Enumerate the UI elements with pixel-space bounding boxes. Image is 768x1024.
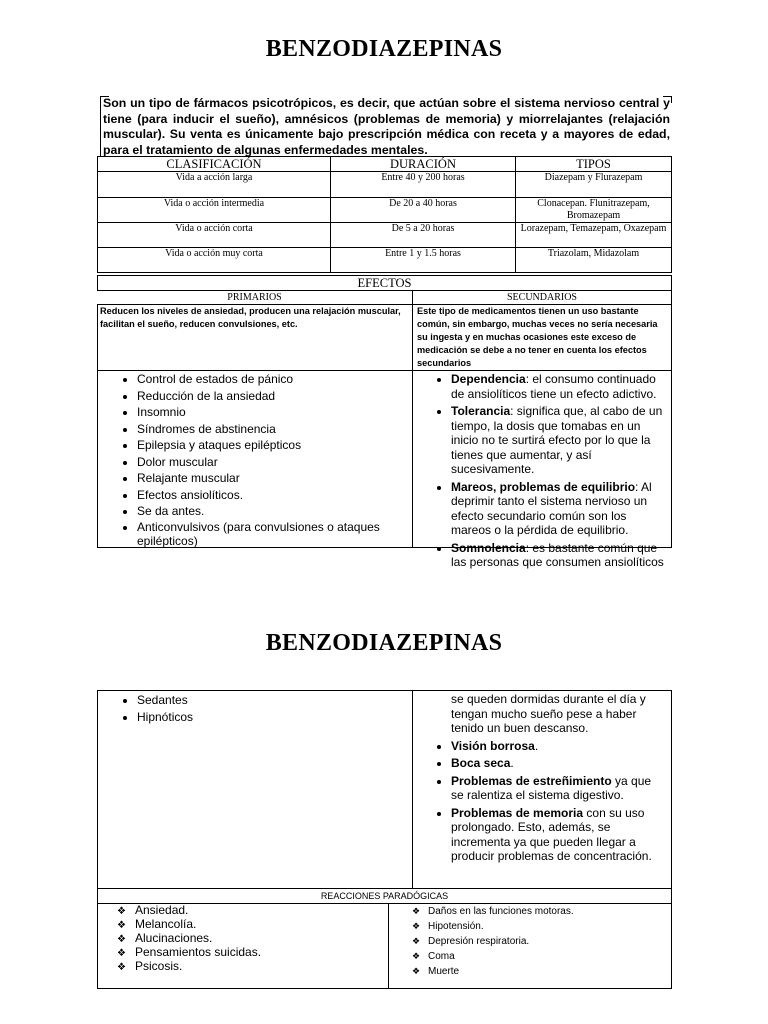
list-item bbox=[451, 541, 667, 570]
effect-text: : Al deprimir tanto el sistema nervioso un efecto secundario común son los mareos o la pérdida de equilibrio. bbox=[451, 479, 652, 537]
list-item: ❖ Ansiedad. bbox=[137, 904, 388, 918]
reacciones-right-cell bbox=[389, 904, 671, 988]
effect-text: . bbox=[534, 738, 539, 753]
table-cell: Entre 1 y 1.5 horas bbox=[331, 248, 516, 273]
table-header-row bbox=[98, 157, 672, 172]
list-item: • Reducción de la ansiedad bbox=[137, 388, 412, 405]
header-tipos: TIPOS bbox=[516, 157, 672, 172]
reacciones-heading: REACCIONES PARADÓGICAS bbox=[97, 888, 672, 904]
table-cell: Entre 40 y 200 horas bbox=[331, 172, 516, 198]
list-item: • Epilepsia y ataques epilépticos bbox=[137, 437, 412, 454]
effect-text: : significa que, al cabo de un tiempo, la dosis que tomabas en un inicio no te surtirá efecto por lo que la tienes que aumentar, y así sucesivamente. bbox=[451, 404, 663, 476]
primarios-list bbox=[97, 692, 412, 725]
effect-text: con su uso prolongado. Esto, además, se incrementa ya que pueden llegar a producir problemas de concentración. bbox=[451, 805, 652, 863]
effect-term: Somnolencia bbox=[451, 540, 526, 555]
table-row bbox=[98, 223, 672, 248]
effect-term: Visión borrosa bbox=[451, 738, 535, 753]
list-item: ❖ Daños en las funciones motoras. bbox=[429, 904, 671, 919]
effect-text: ya que se ralentiza el sistema digestivo. bbox=[451, 773, 652, 802]
page-title: BENZODIAZEPINAS bbox=[265, 36, 503, 62]
list-item bbox=[451, 372, 667, 401]
effect-term: Mareos, problemas de equilibrio bbox=[451, 479, 636, 494]
primarios-description bbox=[97, 304, 412, 370]
primarios-list bbox=[97, 371, 412, 548]
list-item bbox=[451, 756, 667, 771]
list-item: • Síndromes de abstinencia bbox=[137, 421, 412, 438]
table-cell: Vida a acción larga bbox=[98, 172, 331, 198]
table-row bbox=[98, 248, 672, 273]
list-item: ❖ Psicosis. bbox=[137, 960, 388, 974]
table-cell: Lorazepam, Temazepam, Oxazepam bbox=[516, 223, 672, 248]
list-item bbox=[451, 404, 667, 477]
list-item: ❖ Coma bbox=[429, 949, 671, 964]
secundarios-list bbox=[413, 739, 671, 864]
secundarios-description: Este tipo de medicamentos tienen un uso bastante común, sin embargo, muchas veces no sería necesaria su ingesta y en muchas ocasiones este exceso de medicación se debe a no tener en cuenta los efectos secundarios bbox=[412, 304, 672, 370]
secundarios-list-cell bbox=[413, 372, 671, 569]
table-cell: Vida o acción corta bbox=[98, 223, 331, 248]
list-item: ❖ Depresión respiratoria. bbox=[429, 934, 671, 949]
effect-term: Problemas de estreñimiento bbox=[451, 773, 612, 788]
list-item: • Anticonvulsivos (para convulsiones o ataques epilépticos) bbox=[137, 520, 412, 548]
primarios-description-bold: reducen convulsiones, etc. bbox=[179, 319, 298, 329]
reacciones-right-list bbox=[389, 904, 671, 979]
primarios-list-cell bbox=[97, 371, 412, 547]
secundarios-continuation: se queden dormidas durante el día y tengan mucho sueño pese a haber tenido un buen descanso. bbox=[451, 692, 646, 735]
intro-paragraph: Son un tipo de fármacos psicotrópicos, es decir, que actúan sobre el sistema nervioso central y tiene (para inducir el sueño), amnésicos (problemas de memoria) y miorrelajantes (relajación muscular). Su venta es únicamente bajo prescripción médica con receta y a mayores de edad, para el tratamiento de algunas enfermedades mentales. bbox=[100, 96, 672, 156]
table-cell: De 20 a 40 horas bbox=[331, 198, 516, 223]
effect-text: . bbox=[510, 756, 514, 770]
list-item: ❖ Melancolía. bbox=[137, 918, 388, 932]
reacciones-left-cell bbox=[97, 904, 388, 988]
list-item bbox=[451, 774, 667, 803]
table-cell: Diazepam y Flurazepam bbox=[516, 172, 672, 198]
secundarios-list bbox=[413, 372, 671, 570]
reacciones-left-list bbox=[117, 904, 388, 974]
table-cell: Vida o acción intermedia bbox=[98, 198, 331, 223]
table-cell: Clonacepan. Flunitrazepam, Bromazepam bbox=[516, 198, 672, 223]
list-item bbox=[451, 806, 667, 864]
table-row bbox=[98, 198, 672, 223]
secundarios-label: SECUNDARIOS bbox=[412, 290, 672, 304]
primarios-description-text: Reducen los niveles de ansiedad, producen una relajación muscular, facilitan el sueño, bbox=[100, 306, 401, 329]
effect-term: Boca seca bbox=[451, 756, 511, 770]
list-item: • Hipnóticos bbox=[137, 709, 412, 726]
table-cell: De 5 a 20 horas bbox=[331, 223, 516, 248]
effect-term: Tolerancia bbox=[451, 404, 511, 418]
primarios-list-cell bbox=[97, 692, 412, 882]
list-item: • Se da antes. bbox=[137, 503, 412, 520]
table-cell: Vida o acción muy corta bbox=[98, 248, 331, 273]
primarios-label: PRIMARIOS bbox=[97, 290, 412, 304]
list-item: • Dolor muscular bbox=[137, 454, 412, 471]
table-cell: Triazolam, Midazolam bbox=[516, 248, 672, 273]
effect-text: : es bastante común que las personas que consumen ansiolíticos bbox=[451, 540, 664, 569]
list-item: ❖ Alucinaciones. bbox=[137, 932, 388, 946]
header-duracion: DURACIÓN bbox=[331, 157, 516, 172]
list-item: ❖ Hipotensión. bbox=[429, 919, 671, 934]
efectos-heading: EFECTOS bbox=[97, 275, 672, 291]
table-row bbox=[98, 172, 672, 198]
list-item bbox=[451, 480, 667, 538]
secundarios-list-cell bbox=[413, 692, 671, 888]
list-item: • Relajante muscular bbox=[137, 470, 412, 487]
classification-table bbox=[97, 156, 672, 273]
list-item: ❖ Pensamientos suicidas. bbox=[137, 946, 388, 960]
effect-term: Dependencia bbox=[451, 372, 526, 386]
list-item: • Sedantes bbox=[137, 692, 412, 709]
list-item bbox=[451, 739, 667, 754]
list-item: ❖ Muerte bbox=[429, 964, 671, 979]
list-item: • Control de estados de pánico bbox=[137, 371, 412, 388]
header-clasificacion: CLASIFICACIÓN bbox=[98, 157, 331, 172]
list-item: • Insomnio bbox=[137, 404, 412, 421]
effect-text: : el consumo continuado de ansiolíticos tiene un efecto adictivo. bbox=[451, 372, 657, 401]
effect-term: Problemas de memoria bbox=[451, 805, 584, 820]
page-title: BENZODIAZEPINAS bbox=[265, 630, 503, 656]
list-item: • Efectos ansiolíticos. bbox=[137, 487, 412, 504]
